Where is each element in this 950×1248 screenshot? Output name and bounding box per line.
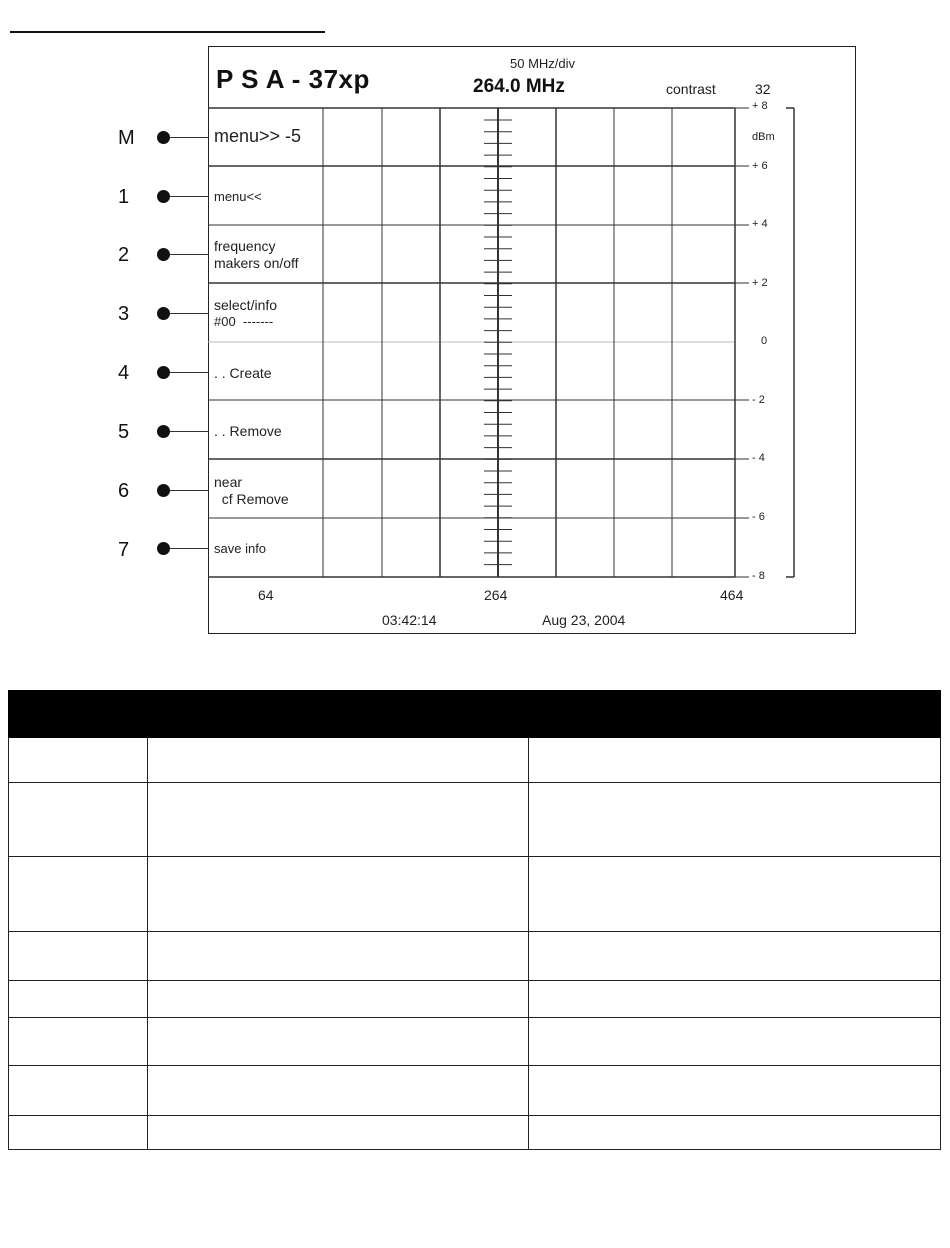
softkey-7-label: 7 bbox=[118, 539, 130, 561]
contrast-value: 32 bbox=[755, 81, 771, 97]
softkey-leader bbox=[170, 490, 208, 491]
menu-label-1: menu<< bbox=[214, 189, 262, 204]
softkey-4-label: 4 bbox=[118, 362, 130, 384]
table-row bbox=[9, 1018, 941, 1066]
menu-label-7: save info bbox=[214, 541, 267, 556]
table-cell bbox=[148, 1066, 529, 1116]
table-cell bbox=[148, 1116, 529, 1150]
table-cell bbox=[9, 1116, 148, 1150]
table-cell bbox=[148, 981, 529, 1018]
table-row bbox=[9, 981, 941, 1018]
table-row bbox=[9, 783, 941, 857]
y-tick-1: + 6 bbox=[752, 160, 768, 172]
x-tick-0: 64 bbox=[258, 587, 274, 603]
softkey-6-label: 6 bbox=[118, 480, 130, 502]
table-cell bbox=[529, 857, 941, 932]
y-tick-8: - 8 bbox=[752, 570, 765, 582]
table-cell bbox=[148, 932, 529, 981]
x-tick-2: 464 bbox=[720, 587, 744, 603]
key-function-table bbox=[8, 690, 941, 1150]
y-tick-2: + 4 bbox=[752, 218, 768, 230]
center-frequency: 264.0 MHz bbox=[473, 76, 565, 97]
table-cell bbox=[9, 738, 148, 783]
softkey-leader bbox=[170, 548, 208, 549]
table-cell bbox=[148, 857, 529, 932]
softkey-leader bbox=[170, 196, 208, 197]
table-cell bbox=[148, 738, 529, 783]
table-row bbox=[9, 1116, 941, 1150]
y-tick-6: - 4 bbox=[752, 452, 765, 464]
menu-label-2b: makers on/off bbox=[214, 255, 299, 271]
table-header-cell bbox=[9, 691, 148, 738]
contrast-label: contrast bbox=[666, 81, 716, 97]
y-tick-0: + 8 bbox=[752, 100, 768, 112]
menu-label-3b: #00 ------- bbox=[214, 314, 274, 329]
softkey-m-label: M bbox=[118, 127, 135, 149]
table-row bbox=[9, 738, 941, 783]
menu-label-6b: cf Remove bbox=[214, 491, 289, 507]
x-tick-1: 264 bbox=[484, 587, 508, 603]
y-tick-7: - 6 bbox=[752, 511, 765, 523]
softkey-2-button[interactable] bbox=[157, 248, 170, 261]
table-cell bbox=[9, 1066, 148, 1116]
table-cell bbox=[9, 932, 148, 981]
table-cell bbox=[529, 932, 941, 981]
softkey-leader bbox=[170, 313, 208, 314]
softkey-3-label: 3 bbox=[118, 303, 130, 325]
table-cell bbox=[9, 981, 148, 1018]
y-tick-4: 0 bbox=[761, 335, 768, 347]
table-header-row bbox=[9, 691, 941, 738]
softkey-5-label: 5 bbox=[118, 421, 130, 443]
softkey-m-button[interactable] bbox=[157, 131, 170, 144]
table-header-cell bbox=[148, 691, 529, 738]
table-row bbox=[9, 857, 941, 932]
softkey-6-button[interactable] bbox=[157, 484, 170, 497]
softkey-7-button[interactable] bbox=[157, 542, 170, 555]
softkey-2-label: 2 bbox=[118, 244, 130, 266]
table-cell bbox=[9, 857, 148, 932]
table-cell bbox=[529, 783, 941, 857]
table-cell bbox=[9, 1018, 148, 1066]
model-title: P S A - 37xp bbox=[216, 64, 370, 94]
time-readout: 03:42:14 bbox=[382, 612, 437, 628]
table-cell bbox=[529, 1018, 941, 1066]
menu-label-5: . . Remove bbox=[214, 423, 282, 439]
table-cell bbox=[529, 738, 941, 783]
table-row bbox=[9, 1066, 941, 1116]
table-header-cell bbox=[529, 691, 941, 738]
softkey-1-label: 1 bbox=[118, 186, 130, 208]
softkey-4-button[interactable] bbox=[157, 366, 170, 379]
softkey-leader bbox=[170, 254, 208, 255]
softkey-leader bbox=[170, 431, 208, 432]
table-cell bbox=[529, 1066, 941, 1116]
menu-label-2a: frequency bbox=[214, 238, 276, 254]
table-cell bbox=[9, 783, 148, 857]
date-readout: Aug 23, 2004 bbox=[542, 612, 626, 628]
softkey-leader bbox=[170, 372, 208, 373]
table-cell bbox=[529, 981, 941, 1018]
menu-label-3a: select/info bbox=[214, 297, 278, 313]
table-cell bbox=[148, 1018, 529, 1066]
dbm-label: dBm bbox=[752, 131, 775, 143]
table-row bbox=[9, 932, 941, 981]
softkey-1-button[interactable] bbox=[157, 190, 170, 203]
y-tick-5: - 2 bbox=[752, 394, 765, 406]
scale-label: 50 MHz/div bbox=[510, 56, 576, 71]
softkey-5-button[interactable] bbox=[157, 425, 170, 438]
menu-label-4: . . Create bbox=[214, 365, 272, 381]
y-tick-3: + 2 bbox=[752, 277, 768, 289]
softkey-leader bbox=[170, 137, 208, 138]
softkey-3-button[interactable] bbox=[157, 307, 170, 320]
table-cell bbox=[529, 1116, 941, 1150]
menu-label-6a: near bbox=[214, 474, 243, 490]
table-cell bbox=[148, 783, 529, 857]
menu-label-m: menu>> -5 bbox=[214, 126, 302, 146]
